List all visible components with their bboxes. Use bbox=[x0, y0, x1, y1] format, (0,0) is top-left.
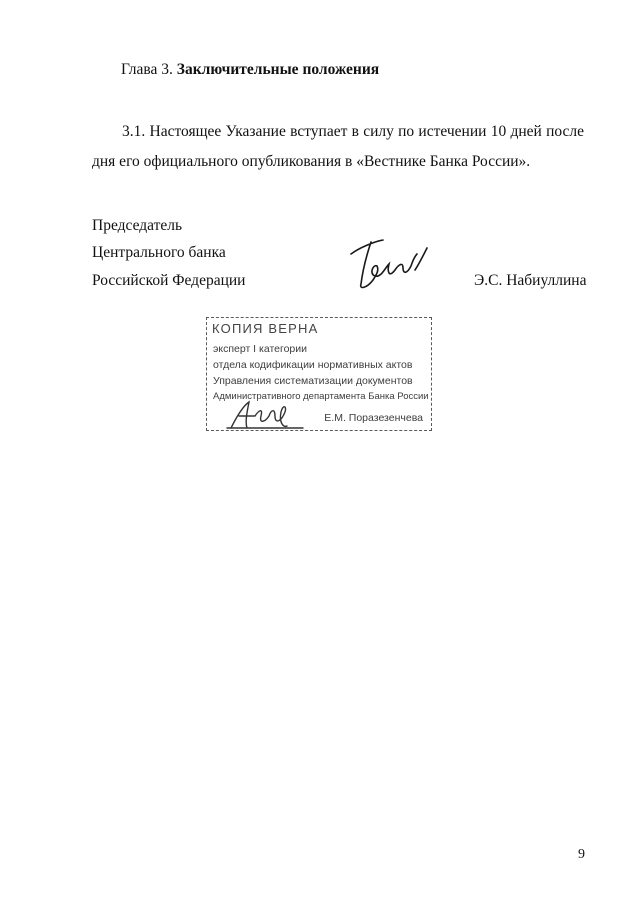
signatory-name: Э.С. Набиуллина bbox=[474, 272, 587, 289]
chapter-title: Заключительные положения bbox=[176, 61, 380, 78]
chapter-heading bbox=[121, 61, 379, 79]
clause-paragraph: 3.1. Настоящее Указание вступает в силу по истечении 10 дней после дня его официального опубликования в «Вестнике Банка России». bbox=[92, 123, 584, 170]
handwritten-signature bbox=[337, 234, 437, 292]
signatory-line-country: Российской Федерации bbox=[92, 272, 246, 289]
signatory-line-position: Председатель bbox=[92, 217, 183, 234]
signatory-line-organization: Центрального банка bbox=[92, 244, 226, 261]
stamp-line: эксперт I категории bbox=[213, 343, 307, 355]
page-number: 9 bbox=[578, 847, 585, 862]
stamp-signature bbox=[225, 398, 305, 432]
chapter-prefix: Глава 3. bbox=[121, 61, 177, 78]
certification-stamp bbox=[206, 317, 432, 431]
stamp-title: КОПИЯ ВЕРНА bbox=[212, 321, 319, 336]
stamp-name: Е.М. Поразезенчева bbox=[324, 412, 423, 424]
stamp-line: Управления систематизации документов bbox=[213, 375, 413, 387]
stamp-line: отдела кодификации нормативных актов bbox=[213, 359, 413, 371]
stamp-line: Административного департамента Банка России bbox=[213, 391, 429, 402]
